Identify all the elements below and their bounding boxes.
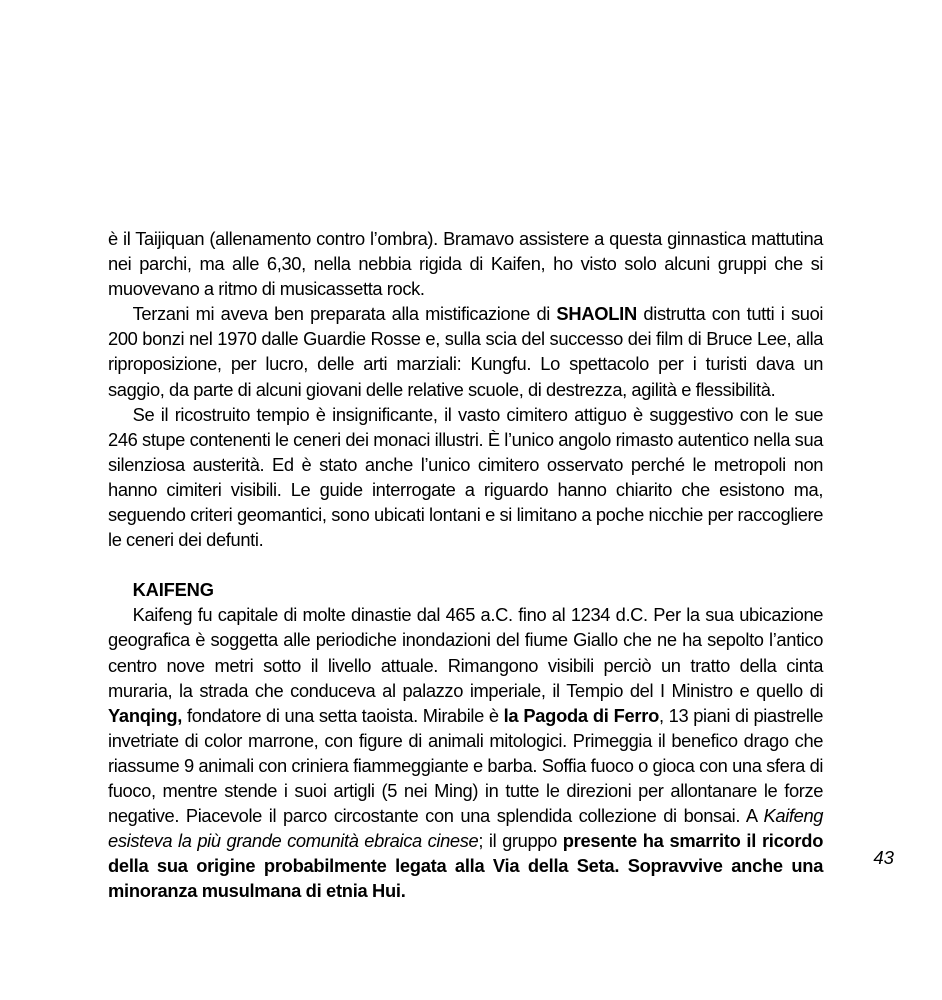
paragraph-taijiquan [108, 226, 823, 301]
paragraph-cimitero [108, 402, 823, 553]
paragraph-text-run: fondatore di una setta taoista. Mirabile è [182, 704, 504, 726]
paragraph-text-run: , 13 piani di piastrelle invetriate di color marrone, con figure di animali mitologici. Primeggia il benefico drago che riassume 9 animali con criniera fiammeggiante e barba. Soffia fuoco o gioca con una sfera di fuoco, mentre stende i suoi artigli (5 nei Ming) in tutte le direzioni per allontanare le forze negative. Piacevole il parco circostante con una splendida collezione di bonsai. A [108, 704, 824, 827]
paragraph-terzani-shaolin [108, 301, 823, 401]
section-heading-kaifeng: KAIFENG [132, 579, 214, 601]
paragraph-text-run: ; il gruppo [478, 830, 563, 852]
paragraph-text-run: Terzani mi aveva ben preparata alla mistificazione di [132, 303, 557, 325]
paragraph-text-run: distrutta con tutti i suoi 200 bonzi nel 1970 dalle Guardie Rosse e, sulla scia del successo dei film di Bruce Lee, alla riproposizione, per lucro, delle arti marziali: Kungfu. Lo spettacolo per i turisti dava un saggio, da parte di alcuni giovani delle relative scuole, di destrezza, agilità e flessibilità. [108, 303, 824, 400]
paragraph-text-run: Kaifeng fu capitale di molte dinastie dal 465 a.C. fino al 1234 d.C. Per la sua ubicazione geografica è soggetta alle periodiche inondazioni del fiume Giallo che ne ha sepolto l’antico centro nove metri sotto il livello attuale. Rimangono visibili perciò un tratto della cinta muraria, la strada che conduceva al palazzo imperiale, il Tempio del I Ministro e quello di [108, 604, 824, 701]
bold-shaolin: SHAOLIN [556, 303, 637, 325]
page-text-block [108, 226, 834, 903]
page-number: 43 [873, 847, 894, 868]
italic-comunita-ebraica: Kaifeng esisteva la più grande comunità ebraica cinese [108, 805, 824, 852]
bold-yanqing: Yanqing, [108, 704, 183, 726]
paragraph-text: Se il ricostruito tempio è insignificante, il vasto cimitero attiguo è suggestivo con le sue 246 stupe contenenti le ceneri dei monaci illustri. È l’unico angolo rimasto autentico nella sua silenziosa austerità. Ed è stato anche l’unico cimitero osservato perché le metropoli non hanno cimiteri visibili. Le guide interrogate a riguardo hanno chiarito che esistono ma, seguendo criteri geomantici, sono ubicati lontani e si limitano a poche nicchie per raccogliere le ceneri dei defunti. [108, 403, 824, 551]
bold-pagoda-di-ferro: la Pagoda di Ferro [503, 704, 660, 726]
heading-spacer [108, 552, 834, 577]
bold-closing-statement: presente ha smarrito il ricordo della sua origine probabilmente legata alla Via della Seta. Sopravvive anche una minoranza musulmana di etnia Hui. [108, 830, 824, 902]
paragraph-text: è il Taijiquan (allenamento contro l’ombra). Bramavo assistere a questa ginnastica mattutina nei parchi, ma alle 6,30, nella nebbia rigida di Kaifen, ho visto solo alcuni gruppi che si muovevano a ritmo di musicassetta rock. [108, 228, 824, 300]
